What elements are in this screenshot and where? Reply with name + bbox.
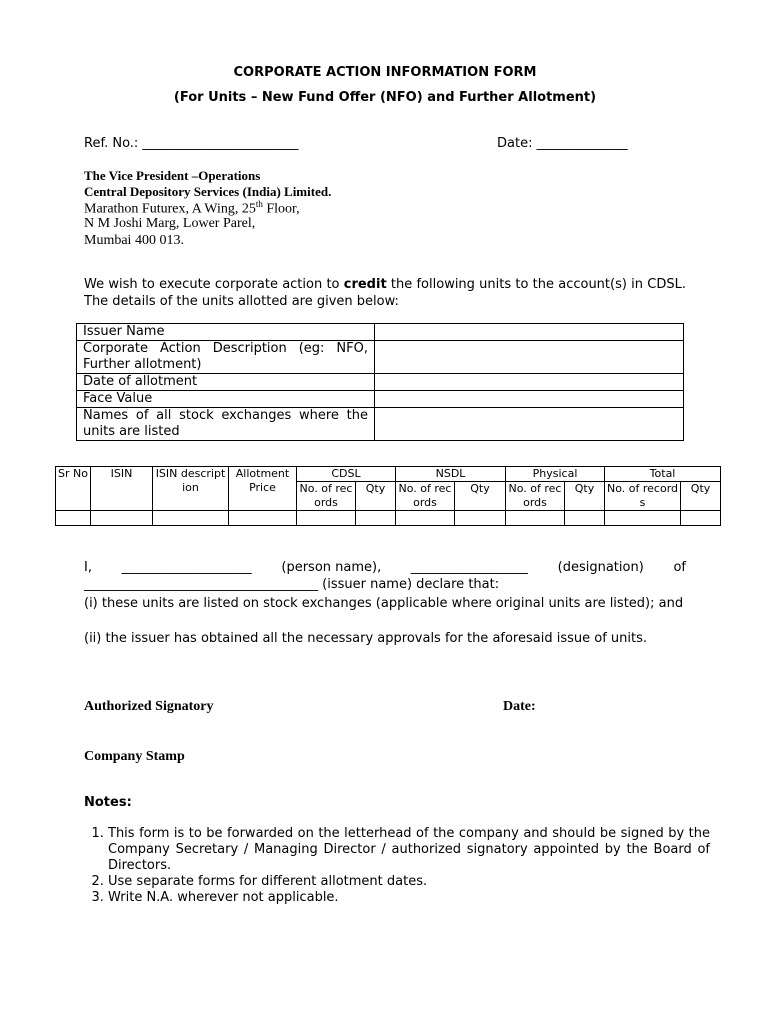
company-stamp: Company Stamp	[84, 749, 185, 764]
details-value[interactable]	[375, 391, 684, 408]
units-table	[55, 466, 721, 526]
intro-pre: We wish to execute corporate action to	[84, 277, 344, 292]
details-row	[77, 391, 684, 408]
details-row	[77, 408, 684, 441]
total-records-header: No. of records	[605, 482, 681, 511]
declaration-line-1	[84, 559, 686, 576]
note-item: 2. Use separate forms for different allotment dates.	[108, 874, 710, 890]
form-subtitle: (For Units – New Fund Offer (NFO) and Further Allotment)	[173, 90, 597, 105]
nsdl-records-header: No. of records	[396, 482, 455, 511]
details-label: Face Value	[77, 391, 375, 408]
form-title: CORPORATE ACTION INFORMATION FORM	[233, 65, 537, 80]
entry-cell[interactable]	[56, 511, 91, 526]
address-line-3-main: Marathon Futurex, A Wing, 25	[84, 201, 256, 217]
details-value[interactable]	[375, 408, 684, 441]
designation-blank[interactable]: __________________	[410, 560, 528, 575]
entry-cell[interactable]	[153, 511, 229, 526]
details-label: Date of allotment	[77, 374, 375, 391]
details-table	[76, 323, 684, 441]
address-line-3	[84, 199, 300, 218]
ref-no-field[interactable]: Ref. No.: ________________________	[84, 136, 299, 151]
entry-cell[interactable]	[356, 511, 396, 526]
entry-cell[interactable]	[565, 511, 605, 526]
header-isin: ISIN	[91, 467, 153, 511]
cdsl-records-header: No. of records	[297, 482, 356, 511]
date-field[interactable]: Date: ______________	[497, 136, 628, 151]
address-line-4: N M Joshi Marg, Lower Parel,	[84, 216, 256, 231]
details-value[interactable]	[375, 341, 684, 374]
details-label: Issuer Name	[77, 324, 375, 341]
entry-cell[interactable]	[91, 511, 153, 526]
header-allotment-price: Allotment Price	[229, 467, 297, 511]
address-line-2: Central Depository Services (India) Limited.	[84, 184, 332, 199]
person-name-blank[interactable]: ____________________	[121, 560, 252, 575]
header-sr-no: Sr No	[56, 467, 91, 511]
declaration-of: of	[673, 560, 686, 575]
entry-cell[interactable]	[297, 511, 356, 526]
header-isin-description: ISIN description	[153, 467, 229, 511]
details-label: Corporate Action Description (eg: NFO, Further allotment)	[77, 341, 375, 374]
designation-label: (designation)	[557, 560, 644, 575]
header-total: Total	[605, 467, 721, 482]
intro-post: the following units to the account(s) in CDSL. The details of the units allotted are given below:	[84, 277, 686, 309]
intro-bold: credit	[343, 277, 387, 292]
notes-title: Notes:	[84, 795, 132, 810]
physical-qty-header: Qty	[565, 482, 605, 511]
declaration-line-2: ____________________________________ (issuer name) declare that:	[84, 577, 500, 592]
intro-paragraph	[84, 276, 686, 310]
details-row	[77, 341, 684, 374]
note-item: 1. This form is to be forwarded on the letterhead of the company and should be signed by the Company Secretary / Managing Director / authorized signatory appointed by the Board of Directors.	[108, 826, 710, 874]
address-line-5: Mumbai 400 013.	[84, 233, 184, 248]
address-line-1: The Vice President –Operations	[84, 168, 261, 183]
notes-list	[84, 826, 710, 906]
units-entry-row	[56, 511, 721, 526]
header-nsdl: NSDL	[396, 467, 506, 482]
declaration-i: I,	[84, 560, 92, 575]
person-name-label: (person name),	[281, 560, 382, 575]
declaration-item-2: (ii) the issuer has obtained all the necessary approvals for the aforesaid issue of units.	[84, 631, 648, 646]
address-line-3-sup: th	[255, 199, 263, 209]
address-line-3-end: Floor,	[262, 201, 300, 217]
entry-cell[interactable]	[396, 511, 455, 526]
details-row	[77, 324, 684, 341]
entry-cell[interactable]	[455, 511, 506, 526]
total-qty-header: Qty	[681, 482, 721, 511]
cdsl-qty-header: Qty	[356, 482, 396, 511]
entry-cell[interactable]	[506, 511, 565, 526]
header-physical: Physical	[506, 467, 605, 482]
header-cdsl: CDSL	[297, 467, 396, 482]
note-item: 3. Write N.A. wherever not applicable.	[108, 890, 710, 906]
details-label: Names of all stock exchanges where the units are listed	[77, 408, 375, 441]
signature-date: Date:	[503, 699, 536, 714]
physical-records-header: No. of records	[506, 482, 565, 511]
declaration-item-1: (i) these units are listed on stock exchanges (applicable where original units are listed); and	[84, 596, 684, 611]
entry-cell[interactable]	[681, 511, 721, 526]
details-value[interactable]	[375, 324, 684, 341]
details-row	[77, 374, 684, 391]
details-value[interactable]	[375, 374, 684, 391]
authorized-signatory: Authorized Signatory	[84, 699, 214, 714]
entry-cell[interactable]	[605, 511, 681, 526]
nsdl-qty-header: Qty	[455, 482, 506, 511]
entry-cell[interactable]	[229, 511, 297, 526]
units-header-row	[56, 467, 721, 482]
